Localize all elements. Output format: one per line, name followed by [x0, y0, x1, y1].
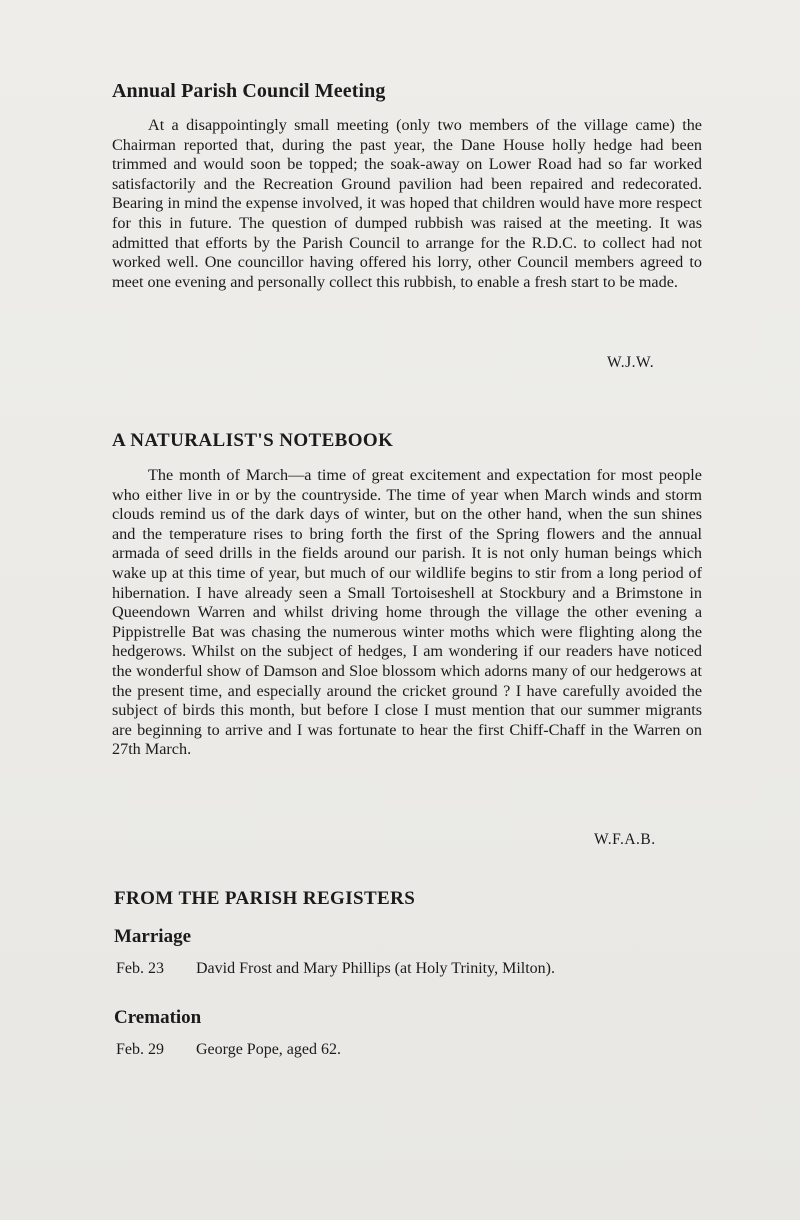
cremation-text: George Pope, aged 62.: [196, 1041, 341, 1058]
marriage-entry: [116, 959, 555, 979]
naturalist-heading: A NATURALIST'S NOTEBOOK: [112, 430, 394, 451]
marriage-heading: Marriage: [114, 926, 192, 947]
marriage-text: David Frost and Mary Phillips (at Holy Trinity, Milton).: [196, 960, 555, 977]
naturalist-signature: W.F.A.B.: [594, 831, 656, 848]
cremation-entry: [116, 1040, 341, 1060]
cremation-heading: Cremation: [114, 1007, 202, 1028]
marriage-date: Feb. 23: [116, 960, 164, 977]
council-body: At a disappointingly small meeting (only two members of the village came) the Chairman reported that, during the past year, the Dane House holly hedge had been trimmed and would soon be topped; the soak-away on Lower Road had so far worked satisfactorily and the Recreation Ground pavilion had been repaired and redecorated. Bearing in mind the expense involved, it was hoped that children would have more respect for this in future. The question of dumped rubbish was raised at the meeting. It was admitted that efforts by the Parish Council to arrange for the R.D.C. to collect had not worked well. One councillor having offered his lorry, other Council members agreed to meet one evening and personally collect this rubbish, to enable a fresh start to be made.: [112, 116, 702, 291]
council-signature: W.J.W.: [607, 354, 655, 371]
registers-heading: FROM THE PARISH REGISTERS: [114, 888, 416, 909]
naturalist-body: The month of March—a time of great excitement and expectation for most people who either live in or by the countryside. The time of year when March winds and storm clouds remind us of the dark days of winter, but on the other hand, when the sun shines and the temperature rises to bring forth the first of the Spring flowers and the annual armada of seed drills in the fields around our parish. It is not only human beings which wake up at this time of year, but much of our wildlife begins to stir from a long period of hibernation. I have already seen a Small Tortoiseshell at Stockbury and a Brimstone in Queendown Warren and whilst driving home through the village the other evening a Pippistrelle Bat was chasing the numerous winter moths which were flighting along the hedgerows. Whilst on the subject of hedges, I am wondering if our readers have noticed the wonderful show of Damson and Sloe blossom which adorns many of our hedgerows at the present time, and especially around the cricket ground ? I have carefully avoided the subject of birds this month, but before I close I must mention that our summer migrants are beginning to arrive and I was fortunate to hear the first Chiff-Chaff in the Warren on 27th March.: [112, 466, 702, 759]
cremation-date: Feb. 29: [116, 1041, 164, 1058]
council-heading: Annual Parish Council Meeting: [112, 80, 386, 102]
